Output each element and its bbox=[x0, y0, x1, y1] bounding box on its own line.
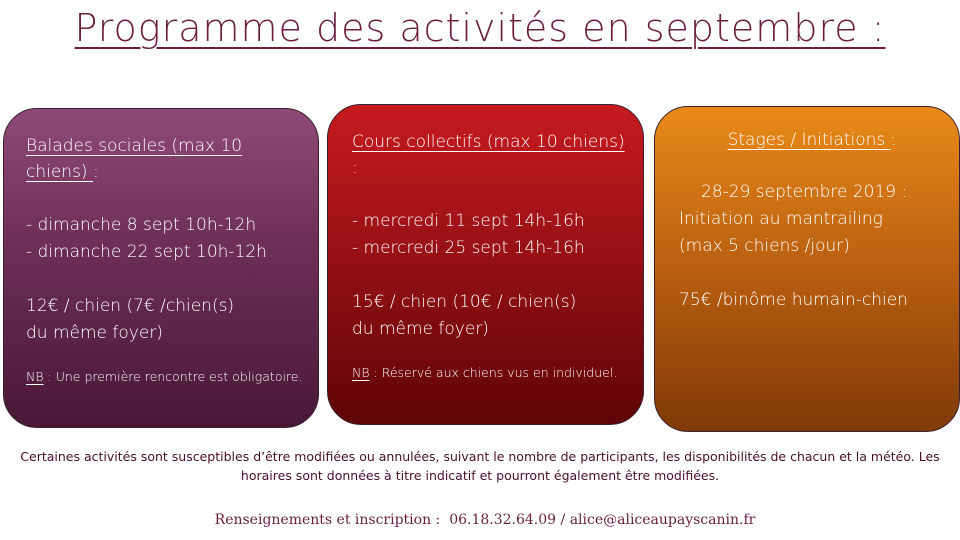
price-line: 75€ /binôme humain-chien bbox=[679, 290, 908, 310]
card-balades-sociales bbox=[3, 108, 319, 428]
contact-separator: / bbox=[560, 512, 566, 528]
card-heading-title: Cours collectifs (max 10 chiens) bbox=[352, 132, 625, 152]
card-heading bbox=[26, 133, 304, 185]
nb-text: : Réservé aux chiens vus en individuel. bbox=[369, 365, 618, 380]
schedule-line: - mercredi 25 sept 14h-16h bbox=[352, 238, 585, 258]
card-heading-colon: : bbox=[352, 158, 358, 178]
contact-label: Renseignements et inscription : bbox=[214, 512, 441, 528]
stage-line: (max 5 chiens /jour) bbox=[679, 236, 850, 256]
card-stages-initiations bbox=[654, 106, 960, 432]
disclaimer-notice: Certaines activités sont susceptibles d’être modifiées ou annulées, suivant le nombre de participants, les disponibilités de chacun et la météo. Les horaires sont données à titre indicatif et pourront également être modifiées. bbox=[20, 449, 940, 483]
stage-line: Initiation au mantrailing bbox=[679, 209, 883, 229]
schedule-line: - mercredi 11 sept 14h-16h bbox=[352, 211, 585, 231]
nb-note bbox=[26, 367, 304, 387]
card-heading-title: Stages / Initiations bbox=[727, 130, 891, 150]
stage-date: 28-29 septembre 2019 : bbox=[701, 182, 908, 202]
contact-email[interactable]: alice@aliceaupayscanin.fr bbox=[569, 512, 756, 528]
page-title: Programme des activités en septembre : bbox=[74, 6, 886, 50]
nb-label: NB bbox=[352, 365, 370, 380]
card-heading-title: Balades sociales (max 10 chiens) bbox=[26, 136, 243, 182]
card-cours-collectifs bbox=[327, 104, 644, 425]
price-line: 12€ / chien (7€ /chien(s) bbox=[26, 296, 235, 316]
nb-note bbox=[352, 363, 629, 383]
nb-label: NB bbox=[26, 369, 44, 384]
contact-footer bbox=[0, 512, 960, 528]
schedule-line: - dimanche 22 sept 10h-12h bbox=[26, 242, 267, 262]
price-line: du même foyer) bbox=[352, 319, 489, 339]
price-line: 15€ / chien (10€ / chien(s) bbox=[352, 292, 577, 312]
price-line: du même foyer) bbox=[26, 323, 163, 343]
card-heading bbox=[679, 127, 945, 153]
nb-text: : Une première rencontre est obligatoire. bbox=[43, 369, 303, 384]
card-heading-colon: : bbox=[890, 130, 897, 150]
card-heading bbox=[352, 129, 629, 181]
contact-phone[interactable]: 06.18.32.64.09 bbox=[449, 512, 557, 528]
schedule-line: - dimanche 8 sept 10h-12h bbox=[26, 215, 257, 235]
card-heading-colon: : bbox=[92, 162, 99, 182]
